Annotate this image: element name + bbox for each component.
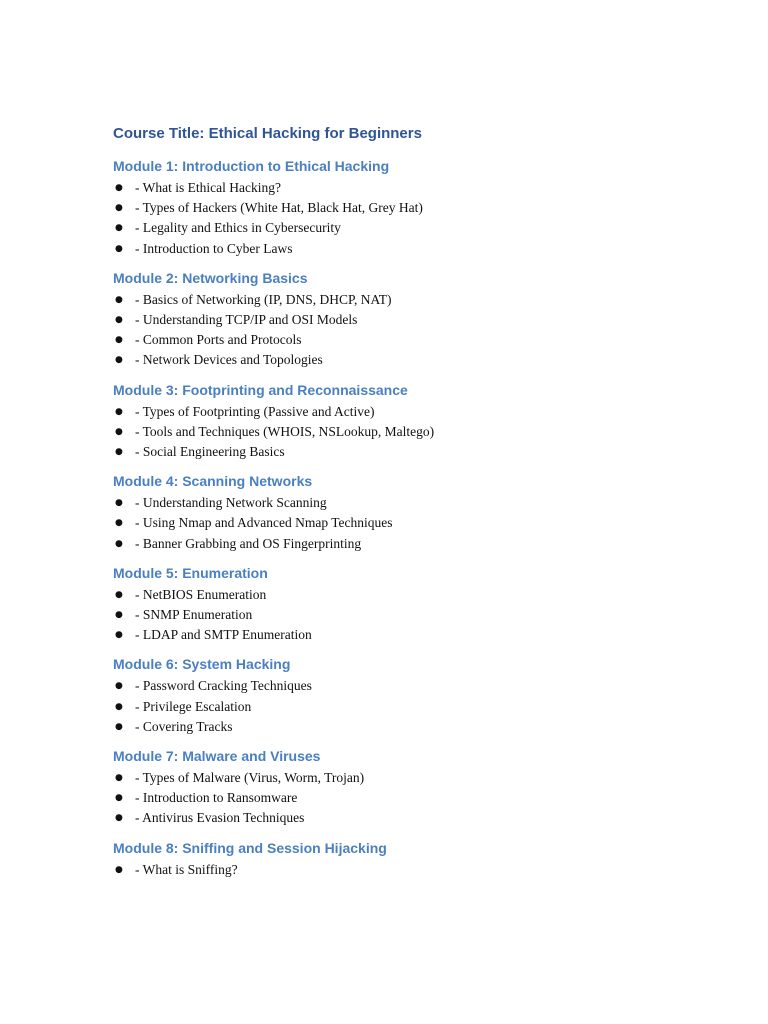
bullet-icon: ● [115,315,123,326]
module-heading: Module 2: Networking Basics [113,269,308,286]
list-item [113,676,733,696]
list-item [113,442,733,462]
module-heading: Module 7: Malware and Viruses [113,748,321,765]
topic-text: - Introduction to Ransomware [135,790,298,806]
topic-list [113,585,733,646]
topic-text: - SNMP Enumeration [135,607,253,623]
module-heading: Module 4: Scanning Networks [113,473,313,490]
course-title: Course Title: Ethical Hacking for Beginners [113,125,422,142]
topic-text: - Covering Tracks [135,718,233,734]
module-section [113,838,733,880]
bullet-icon: ● [115,518,123,529]
list-item [113,218,733,238]
list-item [113,330,733,350]
bullet-icon: ● [115,335,123,346]
list-item [113,788,733,808]
list-item [113,350,733,370]
topic-list [113,860,733,880]
list-item [113,534,733,554]
bullet-icon: ● [115,813,123,824]
module-heading: Module 3: Footprinting and Reconnaissance [113,381,408,398]
list-item [113,768,733,788]
topic-text: - Introduction to Cyber Laws [135,240,293,256]
bullet-icon: ● [115,498,123,509]
list-item [113,422,733,442]
topic-list [113,402,733,463]
list-item [113,860,733,880]
module-section [113,563,733,646]
bullet-icon: ● [115,681,123,692]
module-heading: Module 1: Introduction to Ethical Hacking [113,158,390,174]
bullet-icon: ● [115,406,123,417]
topic-list [113,768,733,829]
topic-text: - Common Ports and Protocols [135,332,302,348]
topic-list [113,178,733,259]
topic-list [113,290,733,371]
topic-text: - Social Engineering Basics [135,444,285,460]
topic-list [113,493,733,554]
bullet-icon: ● [115,203,123,214]
topic-text: - Basics of Networking (IP, DNS, DHCP, NAT) [135,291,392,307]
list-item [113,198,733,218]
module-heading: Module 6: System Hacking [113,656,291,673]
topic-text: - Banner Grabbing and OS Fingerprinting [135,535,362,551]
topic-text: - What is Sniffing? [135,861,238,877]
bullet-icon: ● [115,793,123,804]
list-item [113,625,733,645]
list-item [113,717,733,737]
bullet-icon: ● [115,294,123,305]
list-item [113,310,733,330]
topic-text: - What is Ethical Hacking? [135,180,281,195]
bullet-icon: ● [115,355,123,366]
module-section [113,156,733,259]
module-section [113,268,733,371]
topic-text: - Types of Hackers (White Hat, Black Hat, Grey Hat) [135,200,423,216]
bullet-icon: ● [115,701,123,712]
topic-text: - Using Nmap and Advanced Nmap Techniques [135,515,393,531]
topic-text: - Network Devices and Topologies [135,352,323,368]
list-item [113,239,733,259]
bullet-icon: ● [115,223,123,234]
bullet-icon: ● [115,426,123,437]
list-item [113,493,733,513]
bullet-icon: ● [115,721,123,732]
module-section [113,471,733,554]
module-section [113,380,733,463]
module-heading: Module 8: Sniffing and Session Hijacking [113,839,387,856]
topic-text: - Tools and Techniques (WHOIS, NSLookup, Maltego) [135,423,435,439]
topic-text: - Types of Malware (Virus, Worm, Trojan) [135,770,365,786]
topic-text: - Legality and Ethics in Cybersecurity [135,220,341,236]
topic-text: - Types of Footprinting (Passive and Active) [135,403,375,419]
bullet-icon: ● [115,630,123,641]
topic-list [113,676,733,737]
bullet-icon: ● [115,447,123,458]
topic-text: - Antivirus Evasion Techniques [135,810,305,826]
bullet-icon: ● [115,183,123,193]
bullet-icon: ● [115,243,123,254]
topic-text: - NetBIOS Enumeration [135,586,267,602]
list-item [113,605,733,625]
topic-text: - Password Cracking Techniques [135,678,312,694]
bullet-icon: ● [115,773,123,784]
list-item [113,290,733,310]
topic-text: - Understanding TCP/IP and OSI Models [135,312,358,328]
module-heading: Module 5: Enumeration [113,564,268,581]
topic-text: - Privilege Escalation [135,698,252,714]
bullet-icon: ● [115,538,123,549]
topic-text: - LDAP and SMTP Enumeration [135,627,312,643]
list-item [113,808,733,828]
topic-text: - Understanding Network Scanning [135,495,327,511]
list-item [113,585,733,605]
bullet-icon: ● [115,610,123,621]
module-section [113,654,733,737]
list-item [113,178,733,198]
list-item [113,697,733,717]
list-item [113,513,733,533]
module-list [113,156,733,880]
bullet-icon: ● [115,864,123,875]
list-item [113,402,733,422]
bullet-icon: ● [115,589,123,600]
module-section [113,746,733,829]
document-body [113,124,733,889]
